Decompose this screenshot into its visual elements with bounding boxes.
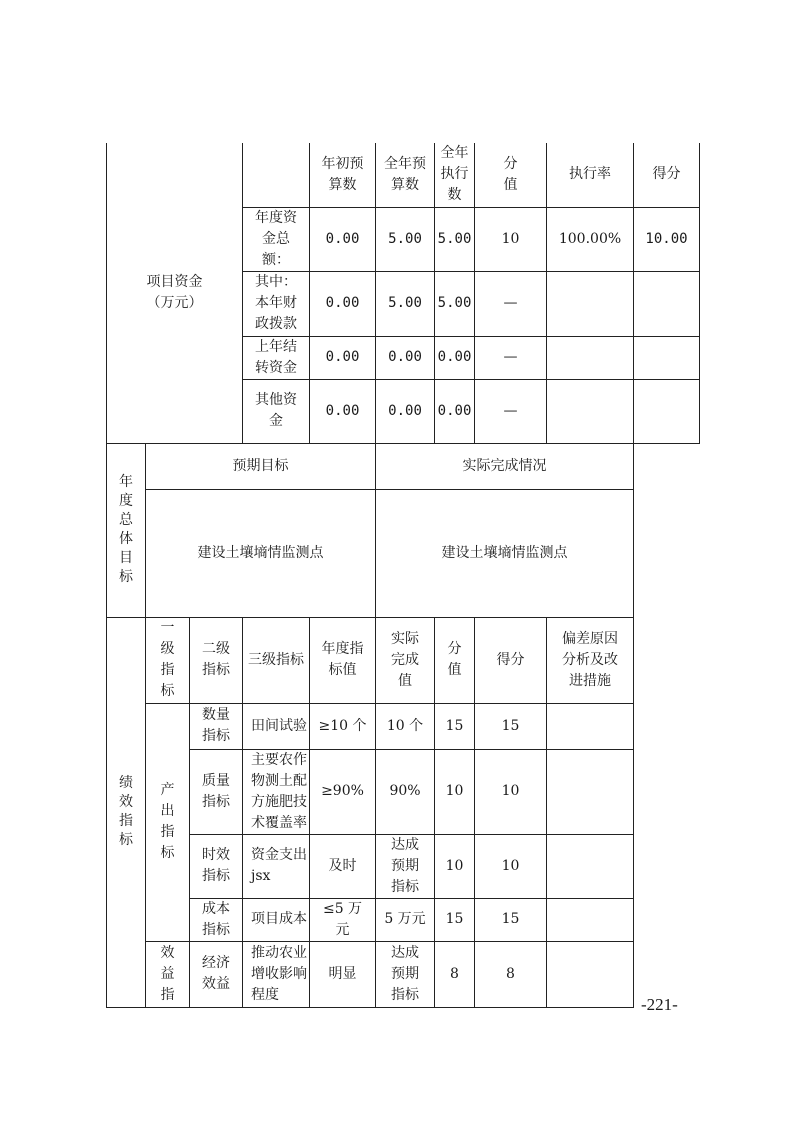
- goals-header-row: [107, 443, 700, 489]
- funds-row-rate: 100.00%: [547, 207, 634, 271]
- funds-row-annual: 5.00: [376, 207, 435, 271]
- indicator-score: 8: [475, 941, 547, 1007]
- indicator-target: ≤5 万 元: [310, 898, 376, 941]
- funds-row-score-value: —: [475, 379, 547, 443]
- funds-header-row: [107, 143, 700, 207]
- page-number: -221-: [641, 995, 678, 1014]
- funds-row-label: 上年结 转资金: [243, 336, 310, 379]
- funds-header-executed: 全年 执行 数: [435, 143, 475, 207]
- funds-row-annual: 5.00: [376, 271, 435, 336]
- funds-row-rate: [547, 336, 634, 379]
- indicator-level1: 产 出 指 标: [146, 703, 190, 941]
- indicator-level3: 推动农业增收影响 程度: [243, 941, 310, 1007]
- indicator-row: [107, 703, 700, 749]
- performance-table: [106, 143, 700, 1008]
- indicator-actual: 达成 预期 指标: [376, 834, 435, 898]
- funds-row-score: [634, 271, 700, 336]
- funds-section-label: 项目资金 （万元）: [107, 143, 243, 443]
- goals-actual-header: 实际完成情况: [376, 443, 634, 489]
- indicator-target: ≥10 个: [310, 703, 376, 749]
- indicator-row: [107, 941, 700, 1007]
- indicator-level1: 效 益 指: [146, 941, 190, 1007]
- funds-header-score: 得分: [634, 143, 700, 207]
- funds-row-initial: 0.00: [310, 271, 376, 336]
- indicator-score-value: 10: [435, 834, 475, 898]
- indicators-header-target: 年度指 标值: [310, 617, 376, 703]
- indicator-level2: 成本 指标: [190, 898, 243, 941]
- indicator-target: ≥90%: [310, 749, 376, 834]
- indicators-header-level1: 一 级 指 标: [146, 617, 190, 703]
- indicator-score-value: 8: [435, 941, 475, 1007]
- funds-header-initial: 年初预 算数: [310, 143, 376, 207]
- funds-row-score-value: —: [475, 336, 547, 379]
- funds-row-executed: 5.00: [435, 207, 475, 271]
- indicator-row: [107, 898, 700, 941]
- indicator-score: 15: [475, 703, 547, 749]
- indicator-deviation: [547, 703, 634, 749]
- funds-row-score: 10.00: [634, 207, 700, 271]
- indicators-section-label: 绩效指标: [107, 617, 146, 1007]
- indicator-level2: 质量 指标: [190, 749, 243, 834]
- indicator-row: [107, 749, 700, 834]
- funds-row-score-value: 10: [475, 207, 547, 271]
- indicator-score: 15: [475, 898, 547, 941]
- funds-row-annual: 0.00: [376, 379, 435, 443]
- indicators-header-actual: 实际 完成 值: [376, 617, 435, 703]
- indicator-row: [107, 834, 700, 898]
- funds-row-initial: 0.00: [310, 207, 376, 271]
- funds-row-executed: 0.00: [435, 379, 475, 443]
- funds-header-rate: 执行率: [547, 143, 634, 207]
- indicator-score: 10: [475, 749, 547, 834]
- indicator-level2: 时效 指标: [190, 834, 243, 898]
- indicator-level2: 经济 效益: [190, 941, 243, 1007]
- indicators-header-level3: 三级指标: [243, 617, 310, 703]
- funds-row-initial: 0.00: [310, 336, 376, 379]
- indicator-score-value: 15: [435, 703, 475, 749]
- indicator-level3: 主要农作物测土配 方施肥技术覆盖率: [243, 749, 310, 834]
- indicators-header-row: [107, 617, 700, 703]
- goals-content-row: [107, 489, 700, 617]
- indicator-actual: 90%: [376, 749, 435, 834]
- indicator-deviation: [547, 834, 634, 898]
- indicator-level2: 数量 指标: [190, 703, 243, 749]
- indicator-deviation: [547, 749, 634, 834]
- funds-header-blank: [243, 143, 310, 207]
- funds-row-score-value: —: [475, 271, 547, 336]
- funds-row-label: 其中： 本年财 政拨款: [243, 271, 310, 336]
- indicator-target: 明显: [310, 941, 376, 1007]
- goals-section-label: 年度总体目标: [107, 443, 146, 617]
- funds-row-initial: 0.00: [310, 379, 376, 443]
- goals-expected-header: 预期目标: [146, 443, 376, 489]
- indicators-header-score: 得分: [475, 617, 547, 703]
- indicator-target: 及时: [310, 834, 376, 898]
- indicator-actual: 5 万元: [376, 898, 435, 941]
- funds-row-label: 其他资 金: [243, 379, 310, 443]
- goals-actual: 建设土壤墒情监测点: [376, 489, 634, 617]
- funds-row-score: [634, 336, 700, 379]
- funds-row-label: 年度资 金总 额：: [243, 207, 310, 271]
- funds-header-score-value: 分 值: [475, 143, 547, 207]
- indicator-score-value: 10: [435, 749, 475, 834]
- funds-row-rate: [547, 271, 634, 336]
- indicators-header-score-value: 分 值: [435, 617, 475, 703]
- indicator-actual: 10 个: [376, 703, 435, 749]
- funds-row-executed: 0.00: [435, 336, 475, 379]
- indicators-header-deviation: 偏差原因 分析及改 进措施: [547, 617, 634, 703]
- indicator-level3: 资金支出 jsx: [243, 834, 310, 898]
- indicator-level3: 项目成本: [243, 898, 310, 941]
- funds-header-annual: 全年预 算数: [376, 143, 435, 207]
- indicator-deviation: [547, 898, 634, 941]
- indicators-header-level2: 二级 指标: [190, 617, 243, 703]
- funds-row-executed: 5.00: [435, 271, 475, 336]
- funds-row-annual: 0.00: [376, 336, 435, 379]
- goals-expected: 建设土壤墒情监测点: [146, 489, 376, 617]
- indicator-deviation: [547, 941, 634, 1007]
- indicator-score-value: 15: [435, 898, 475, 941]
- indicator-score: 10: [475, 834, 547, 898]
- funds-row-rate: [547, 379, 634, 443]
- indicator-level3: 田间试验: [243, 703, 310, 749]
- indicator-actual: 达成 预期 指标: [376, 941, 435, 1007]
- funds-row-score: [634, 379, 700, 443]
